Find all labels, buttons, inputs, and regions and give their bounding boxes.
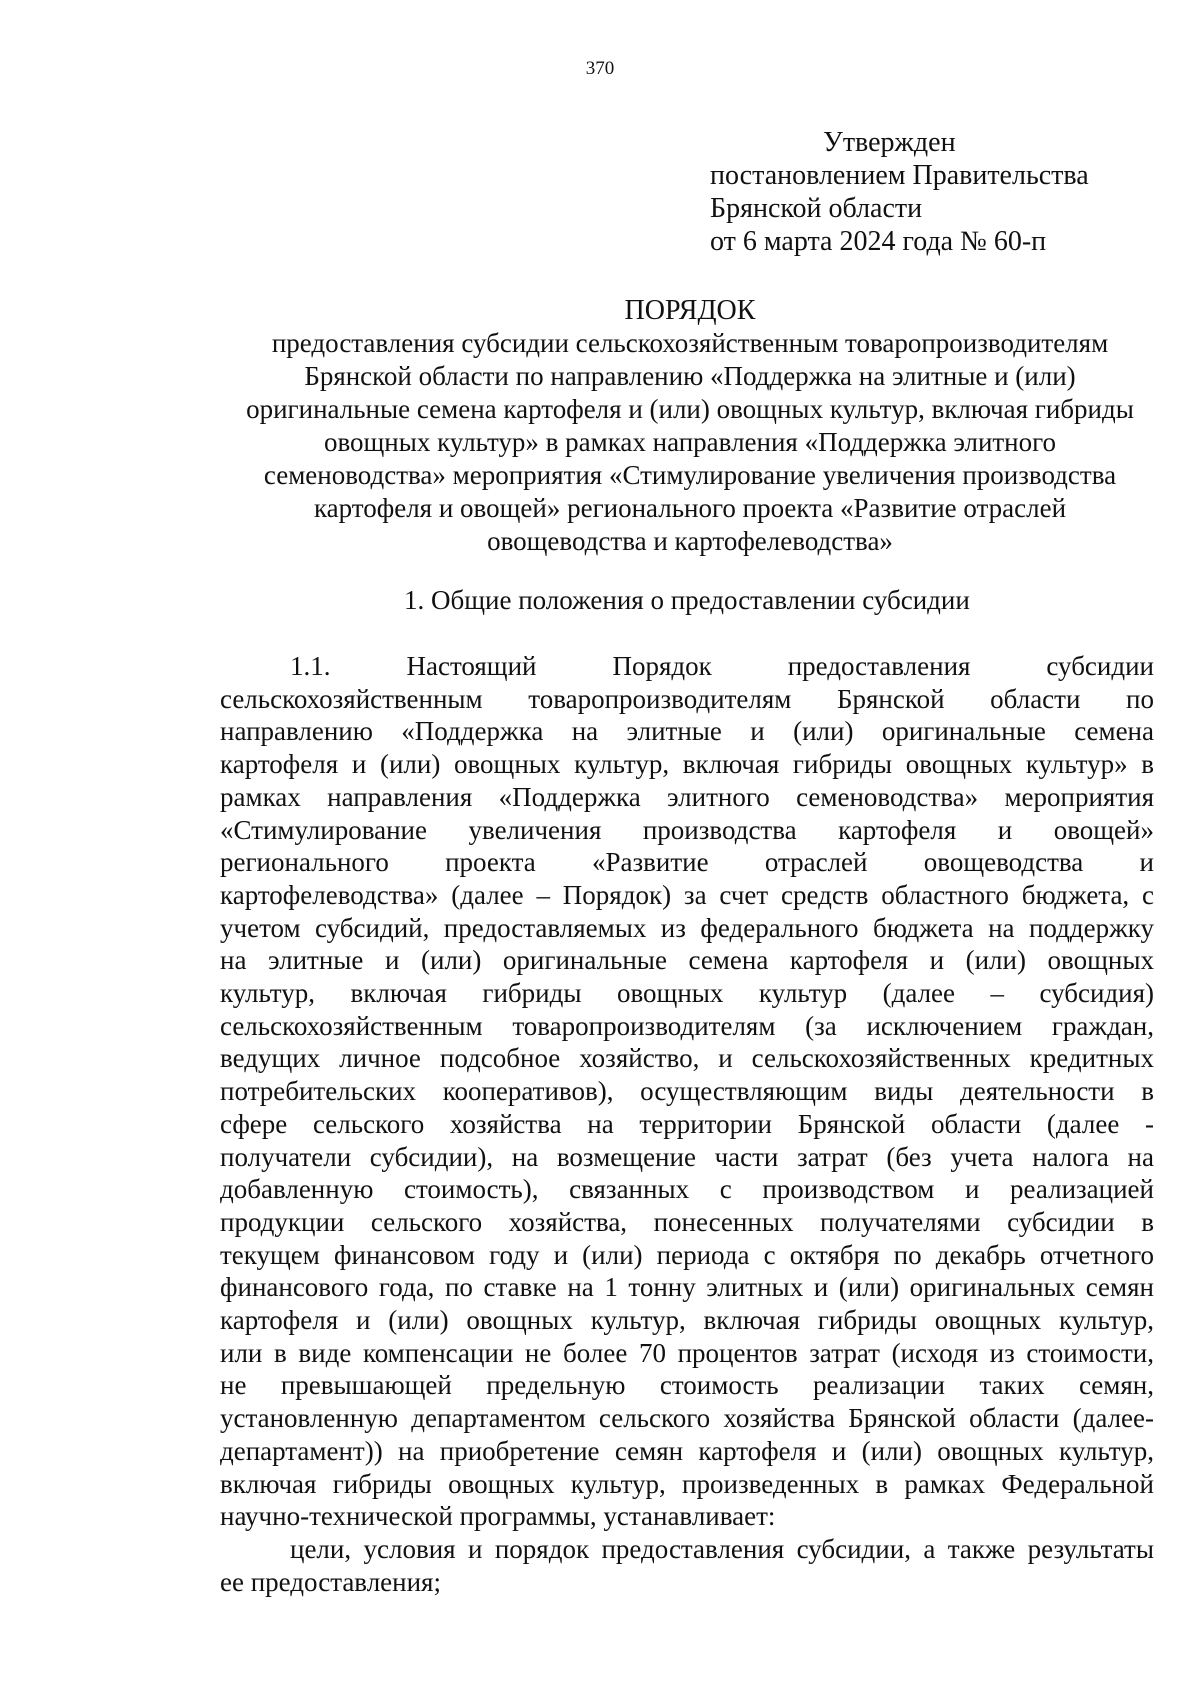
paragraph-line: финансового года, по ставке на 1 тонну элитных и (или) оригинальных семян [220, 1272, 1154, 1303]
approval-line: Брянской области [710, 193, 923, 224]
body-text [220, 650, 1154, 1598]
page-number: 370 [585, 58, 615, 79]
paragraph-line: картофелеводства» (далее – Порядок) за счет средств областного бюджета, с [220, 879, 1154, 910]
paragraph-line: «Стимулирование увеличения производства картофеля и овощей» [220, 814, 1154, 845]
approval-stamp [710, 126, 1089, 258]
paragraph-line: департамент)) на приобретение семян картофеля и (или) овощных культур, [220, 1435, 1154, 1466]
paragraph-line: ее предоставления; [220, 1566, 441, 1597]
section-heading: 1. Общие положения о предоставлении субсидии [404, 585, 970, 615]
paragraph-line: сфере сельского хозяйства на территории Брянской области (далее - [220, 1108, 1154, 1139]
paragraph-line: учетом субсидий, предоставляемых из федерального бюджета на поддержку [220, 912, 1154, 943]
paragraph-line: потребительских кооперативов), осуществляющим виды деятельности в [220, 1076, 1154, 1107]
paragraph-line: рамках направления «Поддержка элитного семеноводства» мероприятия [220, 781, 1154, 812]
approval-line: постановлением Правительства [710, 160, 1089, 191]
paragraph-line: ведущих личное подсобное хозяйство, и сельскохозяйственных кредитных [220, 1043, 1154, 1074]
paragraph-line: картофеля и (или) овощных культур, включая гибриды овощных культур» в [220, 749, 1154, 780]
paragraph-line: получатели субсидии), на возмещение части затрат (без учета налога на [220, 1141, 1154, 1172]
subtitle-line: оригинальные семена картофеля и (или) овощных культур, включая гибриды [246, 394, 1134, 424]
subtitle-line: картофеля и овощей» регионального проекта «Развитие отраслей [313, 493, 1067, 523]
subtitle-line: семеноводства» мероприятия «Стимулирование увеличения производства [263, 460, 1117, 490]
paragraph-line: цели, условия и порядок предоставления субсидии, а также результаты [290, 1533, 1154, 1564]
paragraph-line: текущем финансовом году и (или) периода с октября по декабрь отчетного [220, 1239, 1154, 1270]
paragraph-line: 1.1. Настоящий Порядок предоставления субсидии [290, 651, 1154, 681]
paragraph-line: или в виде компенсации не более 70 процентов затрат (исходя из стоимости, [220, 1337, 1154, 1368]
paragraph-line: картофеля и (или) овощных культур, включая гибриды овощных культур, [220, 1305, 1154, 1336]
paragraph-line: сельскохозяйственным товаропроизводителям (за исключением граждан, [220, 1010, 1154, 1041]
approval-line: Утвержден [823, 127, 956, 158]
paragraph-line: на элитные и (или) оригинальные семена картофеля и (или) овощных [220, 945, 1154, 976]
document-title: ПОРЯДОК [624, 295, 756, 326]
approval-line: от 6 марта 2024 года № 60-п [710, 226, 1047, 257]
paragraph-line: регионального проекта «Развитие отраслей овощеводства и [220, 847, 1154, 878]
paragraph-line: не превышающей предельную стоимость реализации таких семян, [220, 1370, 1154, 1401]
subtitle-line: предоставления субсидии сельскохозяйственным товаропроизводителям [271, 328, 1109, 358]
subtitle-line: овощных культур» в рамках направления «Поддержка элитного [323, 427, 1057, 457]
paragraph-line: добавленную стоимость), связанных с производством и реализацией [220, 1174, 1154, 1205]
subtitle-line: Брянской области по направлению «Поддержка на элитные и (или) [304, 361, 1076, 391]
document-title-block [200, 294, 1180, 558]
paragraph-line: культур, включая гибриды овощных культур (далее – субсидия) [220, 978, 1154, 1009]
subtitle-line: овощеводства и картофелеводства» [487, 526, 893, 556]
paragraph-line: продукции сельского хозяйства, понесенных получателями субсидии в [220, 1206, 1154, 1237]
paragraph-line: научно-технической программы, устанавливает: [220, 1501, 776, 1532]
paragraph-line: направлению «Поддержка на элитные и (или) оригинальные семена [220, 716, 1154, 747]
paragraph-line: включая гибриды овощных культур, произведенных в рамках Федеральной [220, 1468, 1154, 1499]
paragraph-line: установленную департаментом сельского хозяйства Брянской области (далее- [220, 1403, 1154, 1434]
paragraph-line: сельскохозяйственным товаропроизводителям Брянской области по [220, 683, 1154, 714]
